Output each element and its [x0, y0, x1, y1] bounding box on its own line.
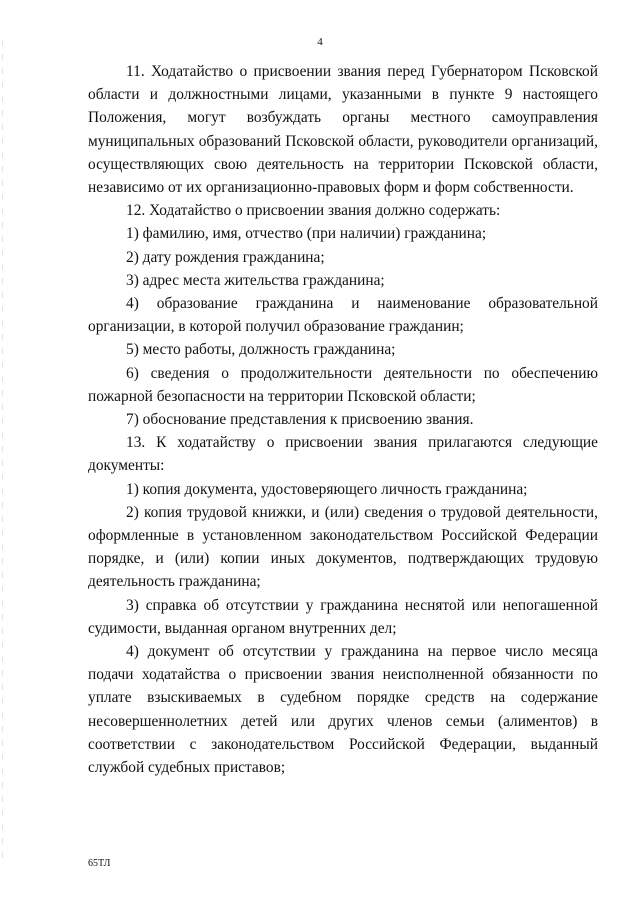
list-item-12-1: 1) фамилию, имя, отчество (при наличии) гражданина;	[126, 225, 487, 243]
list-item-12-4: 4) образование гражданина и наименование образовательной организации, в которой получил образование гражданин;	[88, 295, 598, 336]
paragraph-11: 11. Ходатайство о присвоении звания перед Губернатором Псковской области и должностными лицами, указанными в пункте 9 настоящего Положения, могут возбуждать органы местного самоуправления муниципальных образований Псковской области, руководители организаций, осуществляющих свою деятельность на территории Псковской области, независимо от их организационно-правовых форм и форм собственности.	[88, 63, 598, 197]
list-item-12-5: 5) место работы, должность гражданина;	[126, 341, 396, 359]
list-item-12-2: 2) дату рождения гражданина;	[126, 248, 325, 266]
scan-edge-artifact	[2, 40, 3, 860]
footer-code: 65ТЛ	[88, 858, 111, 869]
list-item-13-2: 2) копия трудовой книжки, и (или) сведения о трудовой деятельности, оформленные в установленном законодательством Российской Федерации порядке, и (или) копии иных документов, подтверждающих трудовую деятельность гражданина;	[88, 503, 598, 591]
list-item-12-7: 7) обоснование представления к присвоению звания.	[126, 411, 474, 429]
list-item-13-1: 1) копия документа, удостоверяющего личность гражданина;	[126, 480, 528, 498]
list-item-13-3: 3) справка об отсутствии у гражданина неснятой или непогашенной судимости, выданная органом внутренних дел;	[88, 596, 598, 637]
paragraph-13: 13. К ходатайству о присвоении звания прилагаются следующие документы:	[88, 434, 598, 475]
list-item-13-4: 4) документ об отсутствии у гражданина на первое число месяца подачи ходатайства о присвоении звания неисполненной обязанности по уплате взыскиваемых в судебном порядке средств на содержание несовершеннолетних детей или других членов семьи (алиментов) в соответствии с законодательством Российской Федерации, выданный службой судебных приставов;	[88, 643, 598, 777]
document-body	[88, 60, 598, 779]
paragraph-12: 12. Ходатайство о присвоении звания должно содержать:	[126, 202, 501, 220]
list-item-12-6: 6) сведения о продолжительности деятельности по обеспечению пожарной безопасности на территории Псковской области;	[88, 364, 598, 405]
page-number: 4	[317, 36, 323, 48]
list-item-12-3: 3) адрес места жительства гражданина;	[126, 271, 385, 289]
